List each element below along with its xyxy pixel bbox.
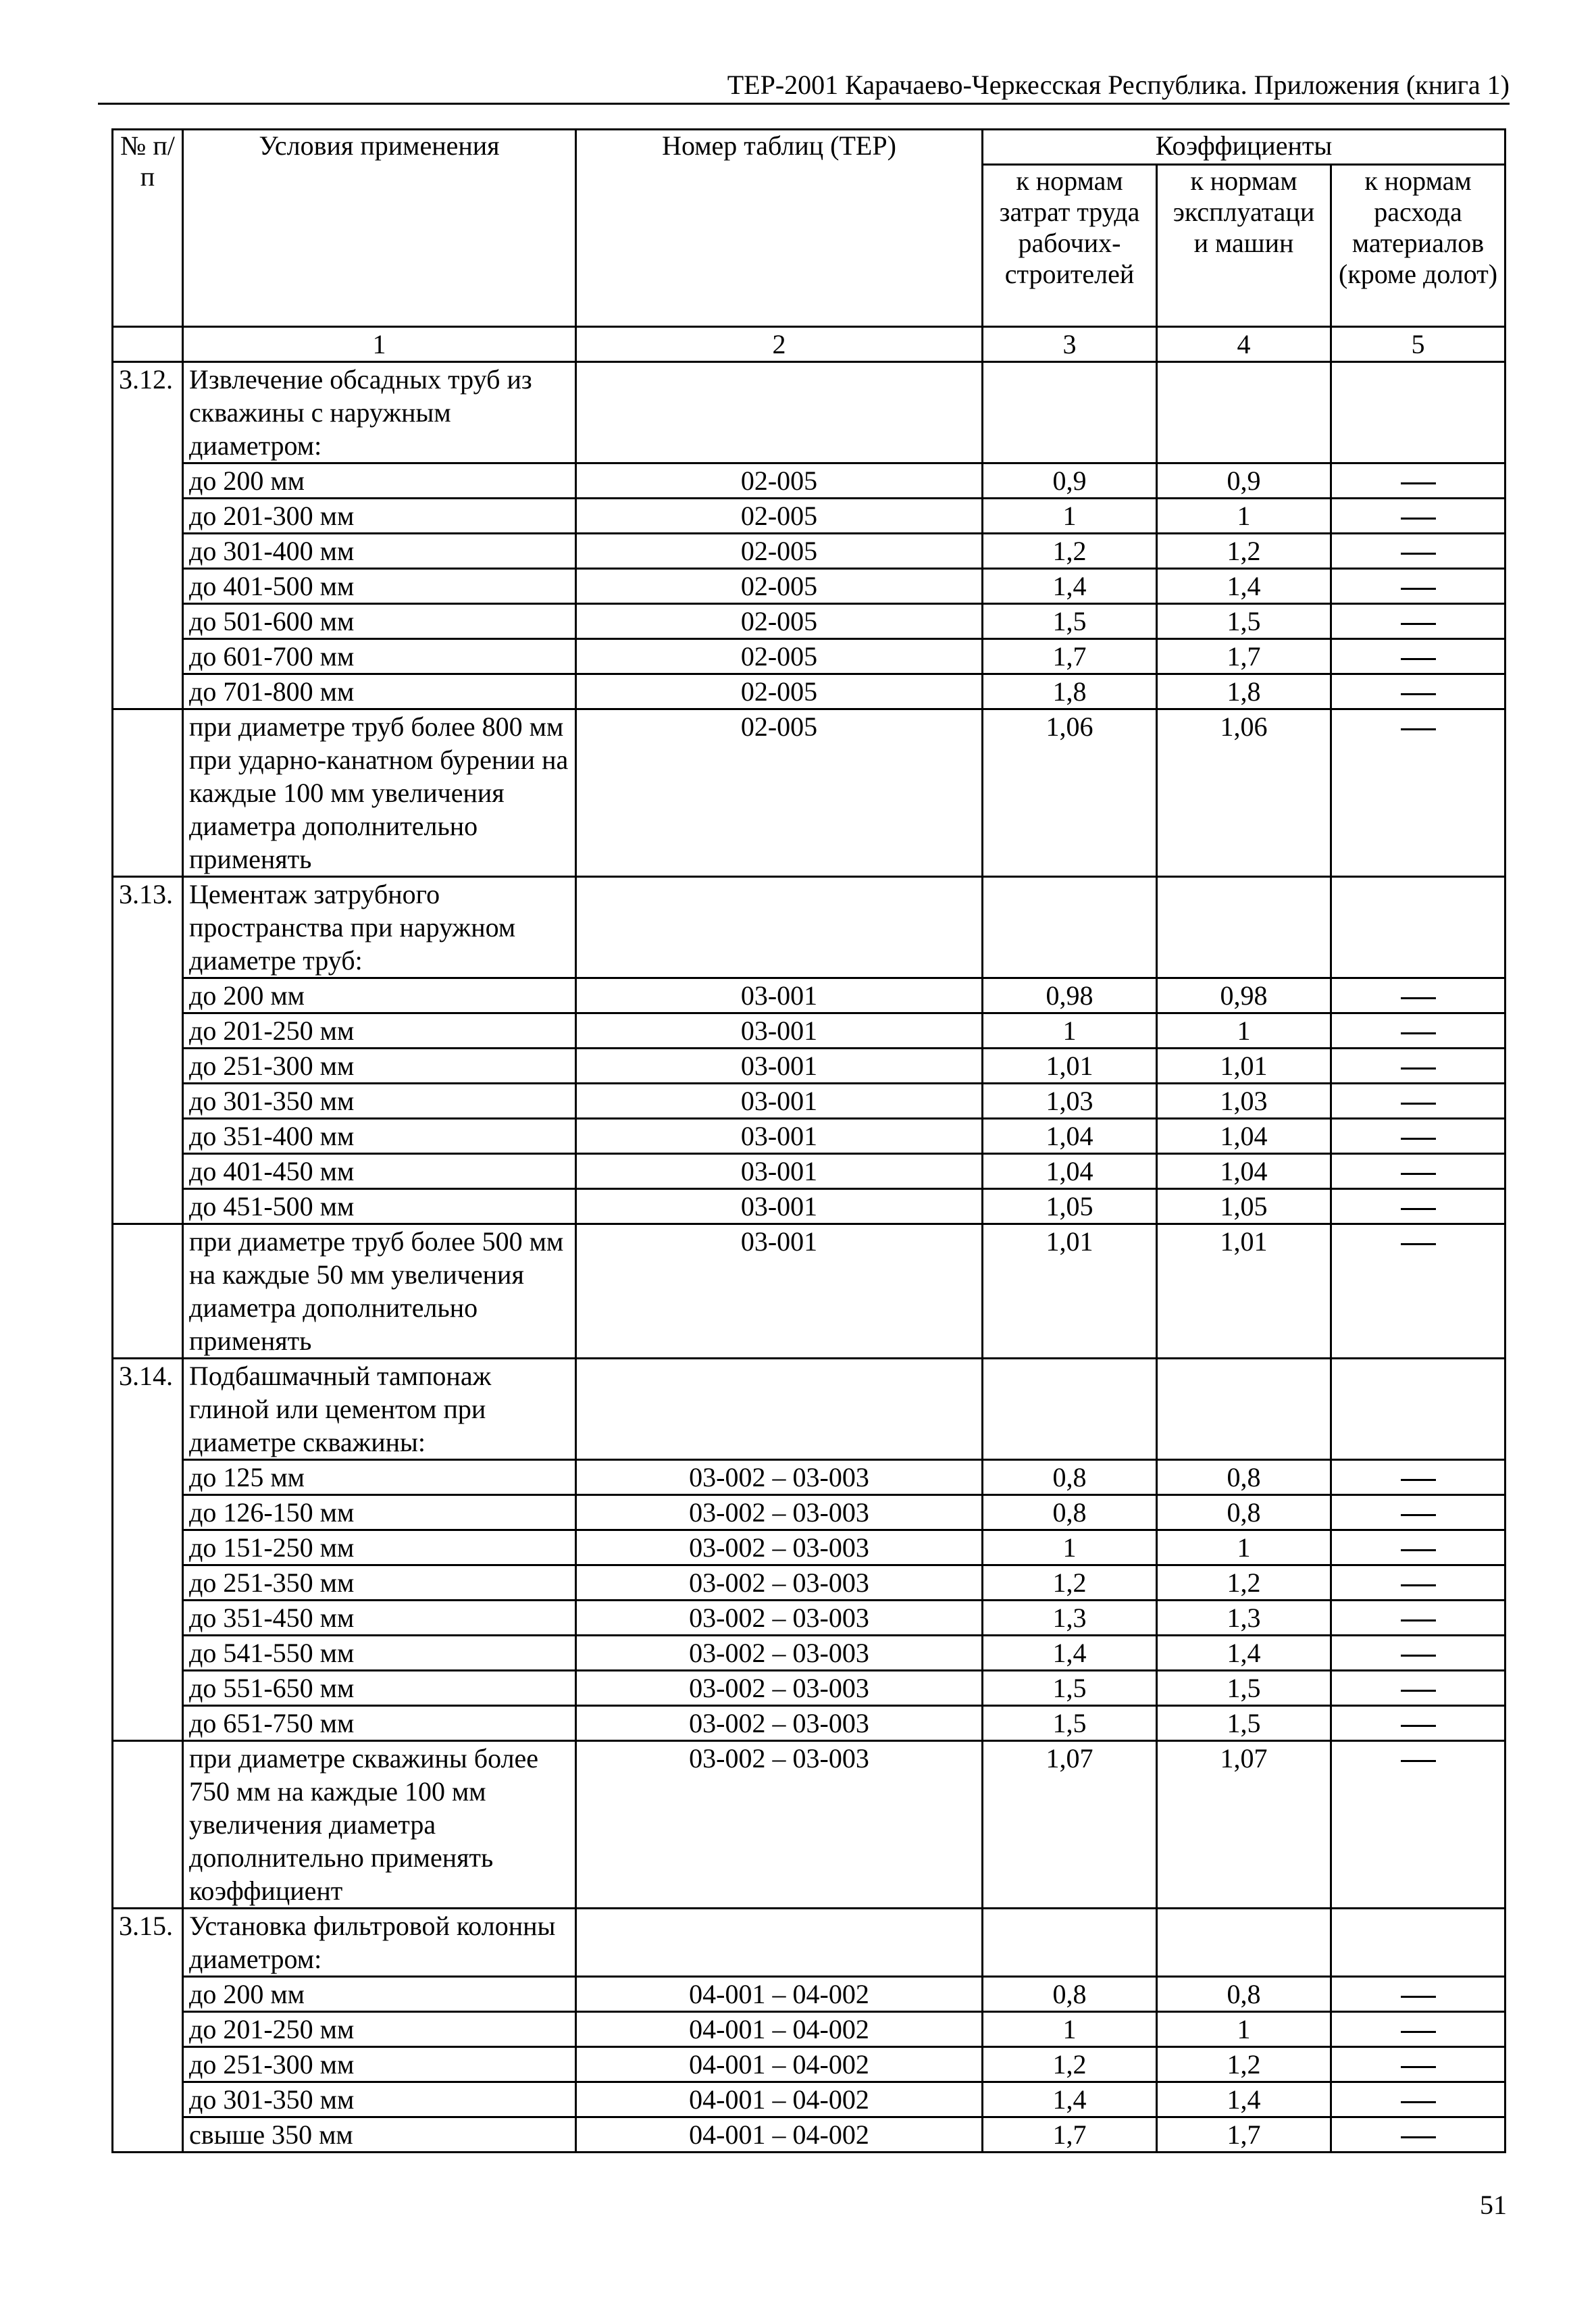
page-number: 51: [1480, 2190, 1507, 2220]
dash-mark: [1401, 1067, 1436, 1070]
table-row: [113, 463, 1505, 499]
section-title-row: [113, 362, 1505, 463]
materials-value: [1331, 1741, 1505, 1909]
num-spacer: [113, 1671, 183, 1706]
condition-text: до 251-300 мм: [183, 2047, 576, 2082]
condition-text: до 251-350 мм: [183, 1565, 576, 1601]
machines-value: 1,06: [1157, 709, 1331, 877]
num-spacer: [113, 1084, 183, 1119]
num-spacer: [113, 1049, 183, 1084]
dash-mark: [1401, 2136, 1436, 2138]
document-header: ТЕР-2001 Карачаево-Черкесская Республика. Приложения (книга 1): [98, 68, 1510, 105]
dash-mark: [1401, 1243, 1436, 1245]
num-spacer: [113, 1119, 183, 1154]
dash-mark: [1401, 518, 1436, 520]
labor-value: 0,8: [983, 1495, 1157, 1530]
num-spacer: [113, 1224, 183, 1359]
coefficients-table: [111, 128, 1506, 2153]
materials-value: [1331, 1495, 1505, 1530]
machines-value: 1,7: [1157, 2117, 1331, 2153]
labor-value: 1,2: [983, 2047, 1157, 2082]
empty-cell: [1331, 1909, 1505, 1977]
labor-value: 1: [983, 2012, 1157, 2047]
num-spacer: [113, 2082, 183, 2117]
num-spacer: [113, 639, 183, 674]
dash-mark: [1401, 588, 1436, 590]
dash-mark: [1401, 728, 1436, 730]
table-row: [113, 2047, 1505, 2082]
condition-text: при диаметре труб более 500 мм на каждые 50 мм увеличения диаметра дополнительно применять: [183, 1224, 576, 1359]
table-row: [113, 674, 1505, 709]
section-title: Цементаж затрубного пространства при наружном диаметре труб:: [183, 877, 576, 978]
machines-value: 1,04: [1157, 1119, 1331, 1154]
table-row: [113, 1495, 1505, 1530]
materials-value: [1331, 1977, 1505, 2012]
dash-mark: [1401, 1760, 1436, 1762]
condition-text: до 201-300 мм: [183, 499, 576, 534]
table-row: [113, 2117, 1505, 2153]
num-spacer: [113, 1706, 183, 1741]
labor-value: 1,5: [983, 604, 1157, 639]
table-row: [113, 1530, 1505, 1565]
num-spacer: [113, 534, 183, 569]
materials-value: [1331, 604, 1505, 639]
num-spacer: [113, 674, 183, 709]
dash-mark: [1401, 1725, 1436, 1727]
dash-mark: [1401, 2066, 1436, 2068]
materials-value: [1331, 2012, 1505, 2047]
num-spacer: [113, 569, 183, 604]
condition-text: до 701-800 мм: [183, 674, 576, 709]
header-number-empty: [113, 327, 183, 362]
table-number: 02-005: [576, 674, 983, 709]
table-number: 04-001 – 04-002: [576, 2117, 983, 2153]
num-spacer: [113, 1460, 183, 1495]
table-number: 04-001 – 04-002: [576, 2047, 983, 2082]
dash-mark: [1401, 1584, 1436, 1586]
num-spacer: [113, 978, 183, 1013]
table-row: [113, 2012, 1505, 2047]
materials-value: [1331, 1189, 1505, 1224]
empty-cell: [576, 877, 983, 978]
table-number: 04-001 – 04-002: [576, 1977, 983, 2012]
header-conditions: Условия применения: [183, 130, 576, 327]
labor-value: 0,98: [983, 978, 1157, 1013]
num-spacer: [113, 1977, 183, 2012]
table-row: [113, 1636, 1505, 1671]
section-title-row: [113, 877, 1505, 978]
table-number: 03-002 – 03-003: [576, 1565, 983, 1601]
section-number: 3.14.: [113, 1359, 183, 1460]
table-row: [113, 1671, 1505, 1706]
materials-value: [1331, 639, 1505, 674]
table-row: [113, 1601, 1505, 1636]
num-spacer: [113, 1530, 183, 1565]
condition-text: до 201-250 мм: [183, 1013, 576, 1049]
num-spacer: [113, 2012, 183, 2047]
machines-value: 1,2: [1157, 534, 1331, 569]
dash-mark: [1401, 1208, 1436, 1210]
labor-value: 1,5: [983, 1671, 1157, 1706]
labor-value: 1,4: [983, 1636, 1157, 1671]
dash-mark: [1401, 2101, 1436, 2103]
condition-text: до 126-150 мм: [183, 1495, 576, 1530]
materials-value: [1331, 463, 1505, 499]
num-spacer: [113, 2047, 183, 2082]
dash-mark: [1401, 1032, 1436, 1034]
header-number-4: 4: [1157, 327, 1331, 362]
materials-value: [1331, 978, 1505, 1013]
machines-value: 1,3: [1157, 1601, 1331, 1636]
machines-value: 1,2: [1157, 2047, 1331, 2082]
machines-value: 1,4: [1157, 569, 1331, 604]
condition-text: до 501-600 мм: [183, 604, 576, 639]
machines-value: 1,4: [1157, 2082, 1331, 2117]
labor-value: 1,01: [983, 1049, 1157, 1084]
materials-value: [1331, 2082, 1505, 2117]
machines-value: 0,8: [1157, 1495, 1331, 1530]
section-number: 3.13.: [113, 877, 183, 978]
dash-mark: [1401, 482, 1436, 484]
machines-value: 1,2: [1157, 1565, 1331, 1601]
dash-mark: [1401, 2031, 1436, 2033]
machines-value: 1,7: [1157, 639, 1331, 674]
section-title: Подбашмачный тампонаж глиной или цементом при диаметре скважины:: [183, 1359, 576, 1460]
table-number: 03-001: [576, 1013, 983, 1049]
machines-value: 1,01: [1157, 1224, 1331, 1359]
machines-value: 0,8: [1157, 1460, 1331, 1495]
machines-value: 1,5: [1157, 604, 1331, 639]
table-number: 02-005: [576, 569, 983, 604]
num-spacer: [113, 1154, 183, 1189]
materials-value: [1331, 1601, 1505, 1636]
empty-cell: [576, 1359, 983, 1460]
condition-text: до 651-750 мм: [183, 1706, 576, 1741]
header-coefficients: Коэффициенты: [983, 130, 1505, 165]
machines-value: 1,03: [1157, 1084, 1331, 1119]
empty-cell: [983, 877, 1157, 978]
num-spacer: [113, 499, 183, 534]
table-number: 03-002 – 03-003: [576, 1706, 983, 1741]
empty-cell: [983, 1359, 1157, 1460]
empty-cell: [1331, 877, 1505, 978]
table-row: [113, 1084, 1505, 1119]
table-row: [113, 1049, 1505, 1084]
table-number: 04-001 – 04-002: [576, 2082, 983, 2117]
table-row: [113, 1706, 1505, 1741]
machines-value: 1,01: [1157, 1049, 1331, 1084]
materials-value: [1331, 674, 1505, 709]
table-number: 02-005: [576, 463, 983, 499]
labor-value: 1,05: [983, 1189, 1157, 1224]
labor-value: 1,5: [983, 1706, 1157, 1741]
table-number: 03-001: [576, 1224, 983, 1359]
section-title: Извлечение обсадных труб из скважины с наружным диаметром:: [183, 362, 576, 463]
labor-value: 0,9: [983, 463, 1157, 499]
dash-mark: [1401, 1619, 1436, 1621]
header-tables: Номер таблиц (ТЕР): [576, 130, 983, 327]
empty-cell: [983, 362, 1157, 463]
labor-value: 1,04: [983, 1119, 1157, 1154]
condition-text: до 401-500 мм: [183, 569, 576, 604]
empty-cell: [983, 1909, 1157, 1977]
labor-value: 1,2: [983, 534, 1157, 569]
condition-text: до 200 мм: [183, 1977, 576, 2012]
table-row: [113, 1977, 1505, 2012]
condition-text: до 401-450 мм: [183, 1154, 576, 1189]
condition-text: до 200 мм: [183, 978, 576, 1013]
machines-value: 0,8: [1157, 1977, 1331, 2012]
materials-value: [1331, 1460, 1505, 1495]
machines-value: 0,9: [1157, 463, 1331, 499]
condition-text: до 201-250 мм: [183, 2012, 576, 2047]
condition-text: до 301-350 мм: [183, 2082, 576, 2117]
machines-value: 1: [1157, 499, 1331, 534]
table-row: [113, 499, 1505, 534]
labor-value: 1,4: [983, 569, 1157, 604]
empty-cell: [1157, 362, 1331, 463]
labor-value: 1,03: [983, 1084, 1157, 1119]
empty-cell: [1331, 362, 1505, 463]
labor-value: 1: [983, 499, 1157, 534]
condition-text: до 451-500 мм: [183, 1189, 576, 1224]
empty-cell: [1157, 1909, 1331, 1977]
condition-text: до 601-700 мм: [183, 639, 576, 674]
table-row: [113, 1189, 1505, 1224]
table-number: 04-001 – 04-002: [576, 2012, 983, 2047]
labor-value: 1,2: [983, 1565, 1157, 1601]
table-number: 03-001: [576, 978, 983, 1013]
condition-text: до 301-400 мм: [183, 534, 576, 569]
table-number: 03-001: [576, 1084, 983, 1119]
labor-value: 1,07: [983, 1741, 1157, 1909]
condition-text: при диаметре труб более 800 мм при ударно-канатном бурении на каждые 100 мм увеличения диаметра дополнительно применять: [183, 709, 576, 877]
num-spacer: [113, 1601, 183, 1636]
header-number-3: 3: [983, 327, 1157, 362]
labor-value: 1,7: [983, 2117, 1157, 2153]
dash-mark: [1401, 1103, 1436, 1105]
table-number: 03-002 – 03-003: [576, 1495, 983, 1530]
materials-value: [1331, 1049, 1505, 1084]
dash-mark: [1401, 1479, 1436, 1481]
section-title-row: [113, 1909, 1505, 1977]
materials-value: [1331, 709, 1505, 877]
condition-text: до 151-250 мм: [183, 1530, 576, 1565]
materials-value: [1331, 1565, 1505, 1601]
materials-value: [1331, 1706, 1505, 1741]
machines-value: 1,5: [1157, 1671, 1331, 1706]
num-spacer: [113, 1565, 183, 1601]
materials-value: [1331, 1154, 1505, 1189]
header-number-2: 2: [576, 327, 983, 362]
table-number: 03-001: [576, 1119, 983, 1154]
header-number-1: 1: [183, 327, 576, 362]
materials-value: [1331, 1636, 1505, 1671]
dash-mark: [1401, 1690, 1436, 1692]
labor-value: 0,8: [983, 1460, 1157, 1495]
empty-cell: [576, 1909, 983, 1977]
num-spacer: [113, 1013, 183, 1049]
dash-mark: [1401, 693, 1436, 695]
condition-text: свыше 350 мм: [183, 2117, 576, 2153]
table-number: 03-002 – 03-003: [576, 1460, 983, 1495]
table-number: 03-001: [576, 1189, 983, 1224]
condition-text: до 551-650 мм: [183, 1671, 576, 1706]
section-number: 3.12.: [113, 362, 183, 463]
dash-mark: [1401, 553, 1436, 555]
num-spacer: [113, 709, 183, 877]
num-spacer: [113, 1741, 183, 1909]
dash-mark: [1401, 1138, 1436, 1140]
num-spacer: [113, 463, 183, 499]
materials-value: [1331, 1671, 1505, 1706]
materials-value: [1331, 1013, 1505, 1049]
section-number: 3.15.: [113, 1909, 183, 1977]
header-number-5: 5: [1331, 327, 1505, 362]
empty-cell: [576, 362, 983, 463]
machines-value: 1: [1157, 1013, 1331, 1049]
materials-value: [1331, 2117, 1505, 2153]
condition-text: до 351-450 мм: [183, 1601, 576, 1636]
table-row: [113, 534, 1505, 569]
dash-mark: [1401, 1173, 1436, 1175]
table-number: 03-002 – 03-003: [576, 1530, 983, 1565]
condition-text: до 251-300 мм: [183, 1049, 576, 1084]
table-number: 03-001: [576, 1049, 983, 1084]
empty-cell: [1157, 1359, 1331, 1460]
materials-value: [1331, 1224, 1505, 1359]
labor-value: 0,8: [983, 1977, 1157, 2012]
labor-value: 1,06: [983, 709, 1157, 877]
table-number: 03-001: [576, 1154, 983, 1189]
table-row: [113, 978, 1505, 1013]
condition-text: до 125 мм: [183, 1460, 576, 1495]
table-row: [113, 604, 1505, 639]
num-spacer: [113, 1636, 183, 1671]
machines-value: 1,4: [1157, 1636, 1331, 1671]
table-number: 02-005: [576, 639, 983, 674]
labor-value: 1,3: [983, 1601, 1157, 1636]
header-materials: к нормам расхода материалов (кроме долот): [1331, 165, 1505, 327]
machines-value: 1,07: [1157, 1741, 1331, 1909]
table-row: [113, 2082, 1505, 2117]
materials-value: [1331, 1084, 1505, 1119]
machines-value: 1,8: [1157, 674, 1331, 709]
condition-text: до 541-550 мм: [183, 1636, 576, 1671]
empty-cell: [1157, 877, 1331, 978]
dash-mark: [1401, 658, 1436, 660]
labor-value: 1,8: [983, 674, 1157, 709]
num-spacer: [113, 2117, 183, 2153]
section-title: Установка фильтровой колонны диаметром:: [183, 1909, 576, 1977]
materials-value: [1331, 1119, 1505, 1154]
table-number: 03-002 – 03-003: [576, 1636, 983, 1671]
table-row: [113, 1460, 1505, 1495]
machines-value: 1: [1157, 2012, 1331, 2047]
materials-value: [1331, 499, 1505, 534]
table-row: [113, 1154, 1505, 1189]
machines-value: 1,5: [1157, 1706, 1331, 1741]
table-number: 03-002 – 03-003: [576, 1671, 983, 1706]
materials-value: [1331, 534, 1505, 569]
labor-value: 1,04: [983, 1154, 1157, 1189]
condition-text: до 200 мм: [183, 463, 576, 499]
table-row: [113, 1013, 1505, 1049]
machines-value: 1,04: [1157, 1154, 1331, 1189]
condition-text: до 301-350 мм: [183, 1084, 576, 1119]
table-row: [113, 1119, 1505, 1154]
labor-value: 1: [983, 1013, 1157, 1049]
extra-row: [113, 709, 1505, 877]
table-row: [113, 1565, 1505, 1601]
labor-value: 1,01: [983, 1224, 1157, 1359]
dash-mark: [1401, 623, 1436, 625]
table-number: 02-005: [576, 499, 983, 534]
condition-text: при диаметре скважины более 750 мм на каждые 100 мм увеличения диаметра дополнительно применять коэффициент: [183, 1741, 576, 1909]
machines-value: 1: [1157, 1530, 1331, 1565]
materials-value: [1331, 569, 1505, 604]
machines-value: 0,98: [1157, 978, 1331, 1013]
machines-value: 1,05: [1157, 1189, 1331, 1224]
num-spacer: [113, 604, 183, 639]
materials-value: [1331, 2047, 1505, 2082]
table-number: 02-005: [576, 534, 983, 569]
table-number: 02-005: [576, 709, 983, 877]
empty-cell: [1331, 1359, 1505, 1460]
num-spacer: [113, 1189, 183, 1224]
labor-value: 1,4: [983, 2082, 1157, 2117]
table-number: 02-005: [576, 604, 983, 639]
dash-mark: [1401, 997, 1436, 999]
section-title-row: [113, 1359, 1505, 1460]
extra-row: [113, 1741, 1505, 1909]
condition-text: до 351-400 мм: [183, 1119, 576, 1154]
table-row: [113, 639, 1505, 674]
dash-mark: [1401, 1655, 1436, 1657]
dash-mark: [1401, 1514, 1436, 1516]
labor-value: 1,7: [983, 639, 1157, 674]
extra-row: [113, 1224, 1505, 1359]
dash-mark: [1401, 1549, 1436, 1551]
header-labor: к нормам затрат труда рабочих-строителей: [983, 165, 1157, 327]
num-spacer: [113, 1495, 183, 1530]
materials-value: [1331, 1530, 1505, 1565]
header-num: № п/п: [113, 130, 183, 327]
table-number: 03-002 – 03-003: [576, 1741, 983, 1909]
header-machines: к нормам эксплуатаци и машин: [1157, 165, 1331, 327]
table-row: [113, 569, 1505, 604]
table-number: 03-002 – 03-003: [576, 1601, 983, 1636]
labor-value: 1: [983, 1530, 1157, 1565]
dash-mark: [1401, 1996, 1436, 1998]
